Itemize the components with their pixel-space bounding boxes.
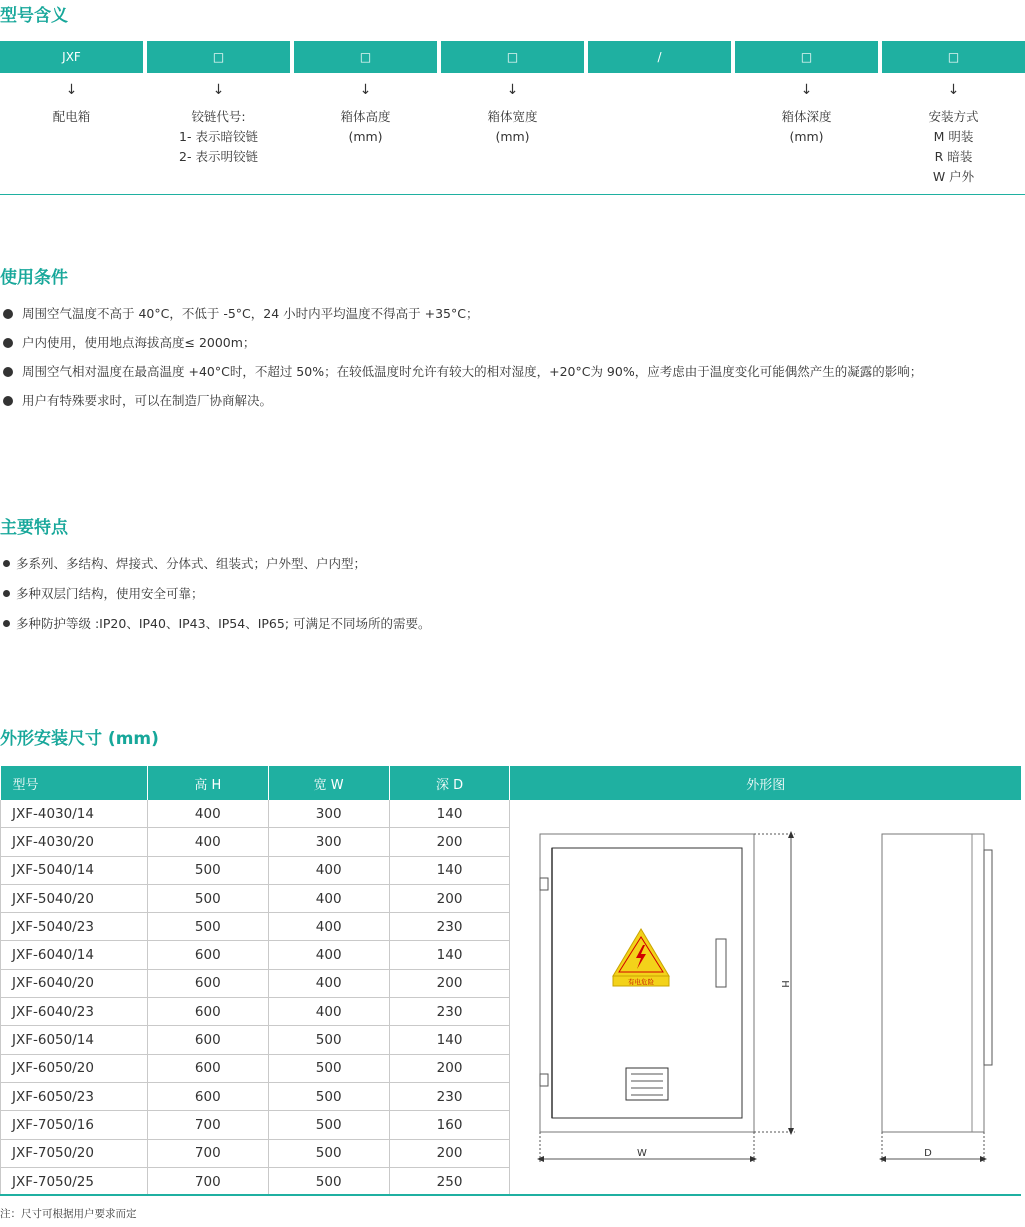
description-line: R 暗装 [934,149,973,164]
list-item: 多系列、多结构、焊接式、分体式、组装式；户外型、户内型； [0,554,1025,573]
code-description [882,80,1025,187]
table-cell: 600 [147,969,268,997]
code-description [0,80,143,187]
table-cell: JXF-6040/14 [1,941,148,969]
table-cell: 200 [389,884,510,912]
code-segment: □ [147,41,290,73]
table-cell: JXF-6050/23 [1,1082,148,1110]
table-cell: 600 [147,1054,268,1082]
description-line: (mm) [495,129,530,144]
table-cell: 400 [147,828,268,856]
model-meaning-title: 型号含义 [0,6,68,26]
column-header: 宽 W [268,766,389,800]
table-cell: 400 [268,998,389,1026]
description-line: W 户外 [932,169,975,184]
table-cell: 500 [268,1082,389,1110]
code-segment: / [588,41,731,73]
table-cell: 140 [389,856,510,884]
model-code-descriptions [0,80,1025,187]
outline-drawing-cell [510,800,1021,1196]
table-cell: 300 [268,800,389,828]
description-line: 箱体宽度 [487,109,538,124]
table-cell: 500 [268,1167,389,1195]
list-item: 用户有特殊要求时，可以在制造厂协商解决。 [0,391,1025,410]
table-cell: 500 [268,1054,389,1082]
features-title: 主要特点 [0,518,68,538]
description-line: (mm) [789,129,824,144]
table-cell: 700 [147,1111,268,1139]
footnote: 注：尺寸可根据用户要求而定 [0,1208,137,1220]
table-cell: 500 [147,913,268,941]
column-header: 型号 [1,766,148,800]
table-cell: 250 [389,1167,510,1195]
table-cell: 400 [268,913,389,941]
description-line: 铰链代号: [191,109,246,124]
down-arrow-icon: ↓ [65,82,78,98]
table-cell: 230 [389,1082,510,1110]
table-cell: JXF-6050/20 [1,1054,148,1082]
description-line: 2- 表示明铰链 [179,149,258,164]
down-arrow-icon: ↓ [800,82,813,98]
list-item: 多种双层门结构，使用安全可靠； [0,584,1025,603]
table-header-row [1,766,1022,800]
code-segment: □ [882,41,1025,73]
description-line: 箱体深度 [781,109,832,124]
table-cell: JXF-4030/20 [1,828,148,856]
description-line: 箱体高度 [340,109,391,124]
table-cell: 400 [268,941,389,969]
conditions-title: 使用条件 [0,268,68,288]
code-segment: □ [735,41,878,73]
table-cell: 200 [389,828,510,856]
code-segment: □ [441,41,584,73]
list-item: 周围空气相对温度在最高温度 +40°C时，不超过 50%；在较低温度时允许有较大的相对湿度，+20°C为 90%，应考虑由于温度变化可能偶然产生的凝露的影响； [0,362,1025,381]
table-cell: 400 [147,800,268,828]
table-cell: JXF-7050/25 [1,1167,148,1195]
list-item: 多种防护等级 :IP20、IP40、IP43、IP54、IP65; 可满足不同场所的需要。 [0,614,1025,633]
code-segment: JXF [0,41,143,73]
code-description [588,80,731,187]
description-line: M 明装 [933,129,974,144]
features-list [0,554,1025,644]
depth-label: D [924,1148,933,1159]
down-arrow-icon: ↓ [359,82,372,98]
code-description [441,80,584,187]
table-cell: 230 [389,998,510,1026]
width-label: W [637,1148,648,1159]
table-body [1,800,1022,1196]
list-item: 户内使用，使用地点海拔高度≤ 2000m； [0,333,1025,352]
table-cell: 500 [147,884,268,912]
arrow-icon [788,1128,794,1135]
height-label: H [779,980,791,988]
table-cell: 600 [147,1026,268,1054]
table-cell: JXF-4030/14 [1,800,148,828]
down-arrow-icon: ↓ [212,82,225,98]
description-line: 1- 表示暗铰链 [179,129,258,144]
table-cell: 500 [268,1139,389,1167]
down-arrow-icon: ↓ [947,82,960,98]
table-cell: 140 [389,941,510,969]
code-description [735,80,878,187]
table-cell: 700 [147,1139,268,1167]
table-cell: 600 [147,998,268,1026]
table-cell: 200 [389,1139,510,1167]
down-arrow-icon: ↓ [506,82,519,98]
warning-label: 有电危险 [628,978,655,986]
table-cell: 300 [268,828,389,856]
code-segment: □ [294,41,437,73]
column-header: 外形图 [510,766,1021,800]
bottom-divider [0,1194,1021,1196]
table-cell: JXF-6040/20 [1,969,148,997]
table-row [1,800,1022,828]
table-cell: JXF-6050/14 [1,1026,148,1054]
description-line: 安装方式 [928,109,979,124]
table-cell: JXF-5040/23 [1,913,148,941]
table-cell: 500 [268,1026,389,1054]
description-line: (mm) [348,129,383,144]
conditions-list [0,304,1025,420]
table-cell: 400 [268,856,389,884]
arrow-icon [788,831,794,838]
table-cell: 200 [389,969,510,997]
code-description [147,80,290,187]
cabinet-outline-drawing [510,800,1020,1195]
column-header: 深 D [389,766,510,800]
table-cell: 500 [268,1111,389,1139]
dimensions-table [0,766,1021,1196]
table-cell: 140 [389,800,510,828]
dimensions-title: 外形安装尺寸 (mm) [0,729,159,749]
divider [0,194,1025,195]
table-cell: 500 [147,856,268,884]
table-cell: 700 [147,1167,268,1195]
model-code-bar [0,41,1025,73]
code-description [294,80,437,187]
table-cell: 200 [389,1054,510,1082]
column-header: 高 H [147,766,268,800]
table-cell: 400 [268,884,389,912]
table-cell: JXF-7050/20 [1,1139,148,1167]
table-cell: 600 [147,941,268,969]
table-cell: 400 [268,969,389,997]
table-cell: JXF-6040/23 [1,998,148,1026]
table-cell: 140 [389,1026,510,1054]
table-cell: JXF-7050/16 [1,1111,148,1139]
table-cell: 600 [147,1082,268,1110]
table-cell: JXF-5040/14 [1,856,148,884]
table-cell: 230 [389,913,510,941]
list-item: 周围空气温度不高于 40°C，不低于 -5°C，24 小时内平均温度不得高于 +35°C； [0,304,1025,323]
table-cell: JXF-5040/20 [1,884,148,912]
description-line: 配电箱 [52,109,91,124]
table-cell: 160 [389,1111,510,1139]
